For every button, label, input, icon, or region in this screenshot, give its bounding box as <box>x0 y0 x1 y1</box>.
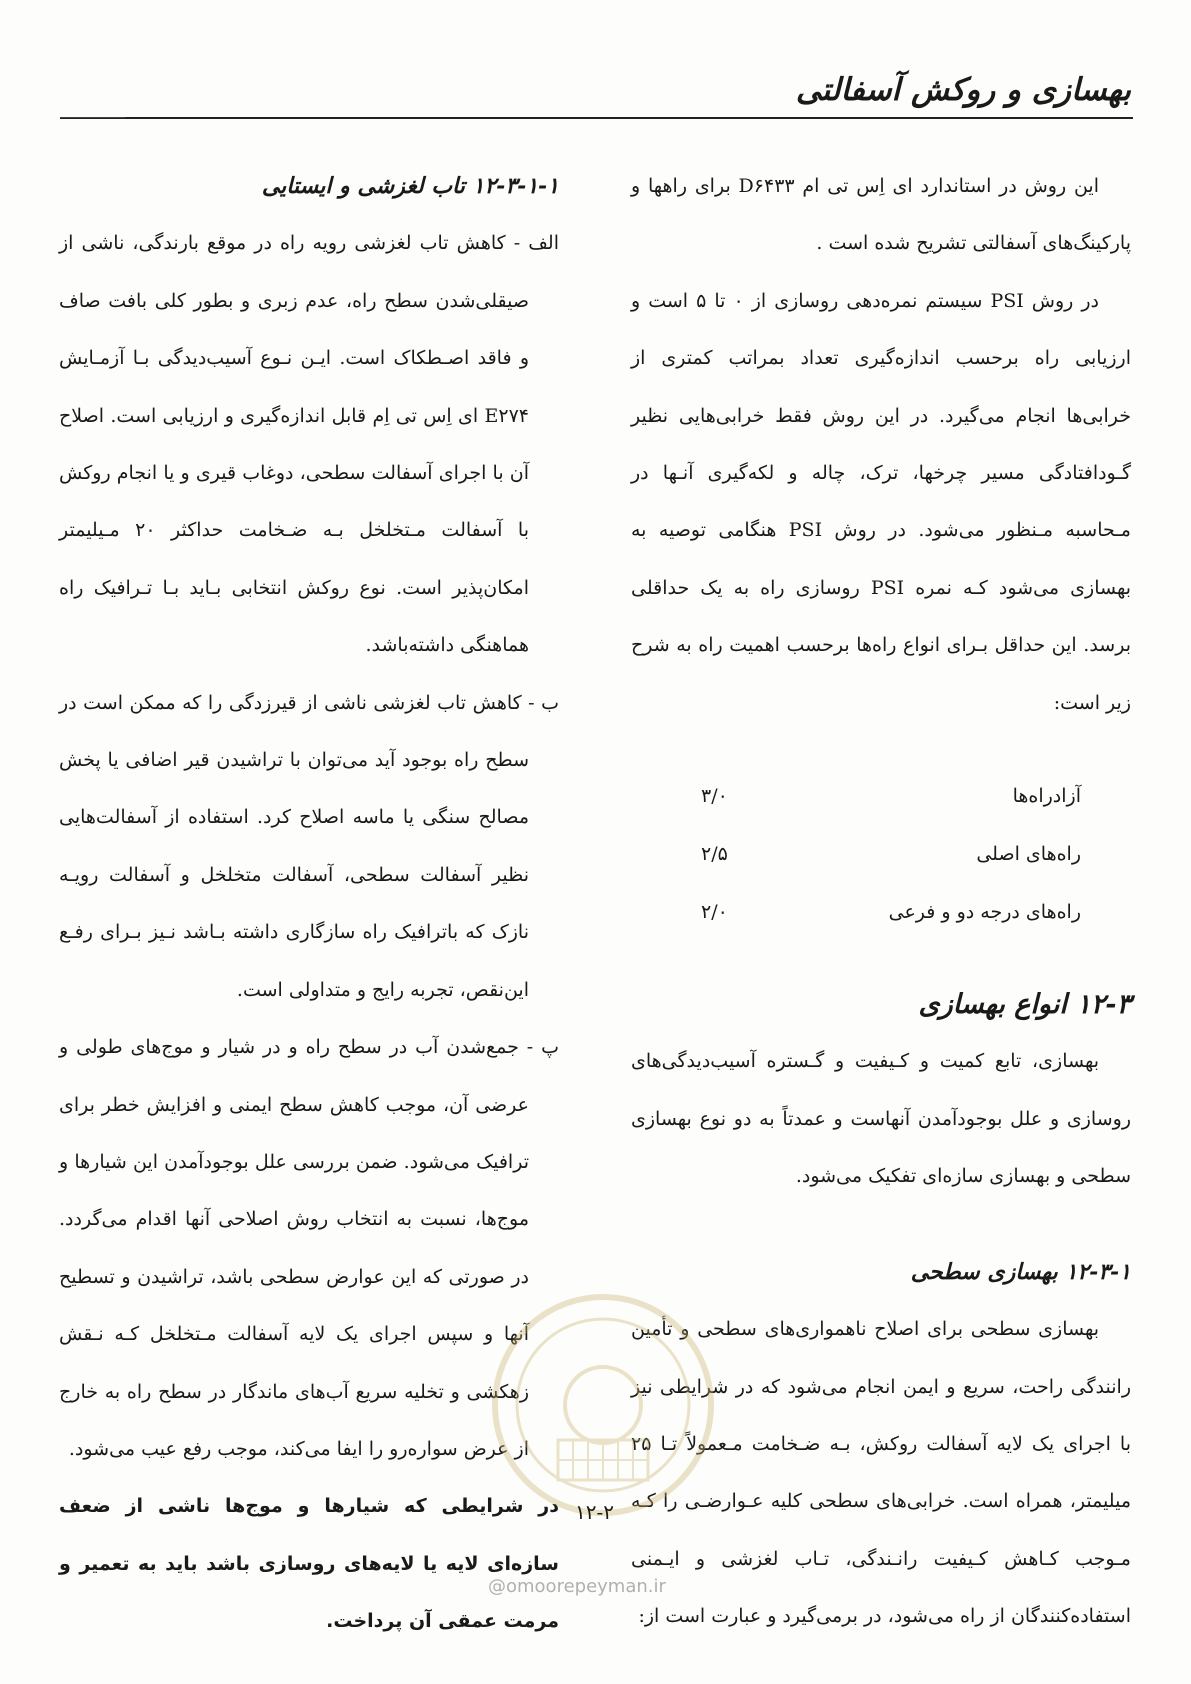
header-rule-stub <box>60 117 125 118</box>
page-header-title: بهسازی و روکش آسفالتی <box>795 72 1131 108</box>
table-row-label: راه‌های درجه دو و فرعی <box>888 901 1081 924</box>
table-row <box>631 768 1131 826</box>
table-row-value: ۲/۰ <box>701 901 728 924</box>
subsubsection-heading: ۱۲-۳-۱-۱ تاب لغزشی و ایستایی <box>261 173 559 199</box>
table-row <box>631 884 1131 942</box>
table-row-value: ۲/۵ <box>701 843 728 866</box>
table-row-label: آزادراه‌ها <box>1012 785 1081 808</box>
paragraph-psi: در روش PSI سیستم نمره‌دهی روسازی از ۰ تا ۵ است و ارزیابی راه برحسب اندازه‌گیری تعداد بمراتب کمتری از خرابی‌ها انجام می‌گیرد. در این روش فقط خرابی‌هایی نظیر گـودافتادگی مسیر چرخها، ترک، چاله و لکه‌گیری آنـها در مـحاسبه مـنظور می‌شود. در روش PSI هنگامی توصیه به بهسازی می‌شود کـه نمره PSI روسازی راه به یک حداقلی برسد. این حداقل بـرای انواع راه‌ها برحسب اهمیت راه به شرح زیر است: <box>631 289 1131 714</box>
list-item-alef: الف - کاهش تاب لغزشی رویه راه در موقع بارندگی، ناشی از صیقلی‌شدن سطح راه، عدم زبری و بطور کلی بافت صاف و فاقد اصـطکاک است. ایـن نـوع آسیب‌دیدگی بـا آزمـایش E۲۷۴ ای اِس تی اِم قابل اندازه‌گیری و ارزیابی است. اصلاح آن با اجرای آسفالت سطحی، دوغاب قیری و یا انجام روکش با آسفالت مـتخلخل بـه ضـخامت حداکثر ۲۰ مـیلیمتر امکان‌پذیر است. نوع روکش انتخابی بـاید بـا تـرافیک راه هماهنگی داشته‌باشد. <box>59 232 559 657</box>
table-row-label: راه‌های اصلی <box>976 843 1081 866</box>
paragraph-surface: بهسازی سطحی برای اصلاح ناهمواری‌های سطحی و تأمین رانندگی راحت، سریع و ایمن انجام می‌شود که در شرایطی نیز با اجرای یک لایه آسفالت روکش، بـه ضـخامت مـعمولاً تـا ۲۵ میلیمتر، همراه است. خرابی‌های سطحی کلیه عـوارضـی را کـه مـوجب کـاهش کـیفیت رانـندگی، تـاب لغزشی و ایـمنی استفاده‌کنندگان از راه می‌شود، در برمی‌گیرد و عبارت است از: <box>631 1318 1131 1628</box>
psi-minimum-table <box>631 768 1131 942</box>
section-heading: ۱۲-۳ انواع بهسازی <box>918 989 1131 1021</box>
table-row <box>631 826 1131 884</box>
list-item-be: ب - کاهش تاب لغزشی ناشی از قیرزدگی را که ممکن است در سطح راه بوجود آید می‌توان با تراشیدن قیر اضافی یا پخش مصالح سنگی یا ماسه اصلاح کرد. استفاده از آسفالت‌هایی نظیر آسفالت سطحی، آسفالت متخلخل و آسفالت رویـه نازک که باترافیک راه سازگاری داشته بـاشد نـیز بـرای رفـع این‌نقص، تجربه رایج و متداولی است. <box>59 691 559 1001</box>
watermark-url: @omoorepeyman.ir <box>488 1576 666 1597</box>
list-item-pe: پ - جمع‌شدن آب در سطح راه و در شیار و موج‌های طولی و عرضی آن، موجب کاهش سطح ایمنی و افزایش خطر برای ترافیک می‌شود. ضمن بررسی علل بوجودآمدن این شیارها و موج‌ها، نسبت به انتخاب روش اصلاحی آنها اقدام می‌گردد. در صورتی که این عوارض سطحی باشد، تراشیدن و تسطیح آنها و سپس اجرای یک لایه آسفالت مـتخلخل کـه نـقش زهکشی و تخلیه سریع آب‌های ماندگار در سطح راه به خارج از عرض سواره‌رو را ایفا می‌کند، موجب رفع عیب می‌شود. <box>59 1036 559 1460</box>
paragraph-astm: این روش در استاندارد ای اِس تی ام D۶۴۳۳ برای راهها و پارکینگ‌های آسفالتی تشریح شده است . <box>631 175 1131 255</box>
table-row-value: ۳/۰ <box>701 785 728 808</box>
left-column <box>59 158 559 1651</box>
subsection-heading: ۱۲-۳-۱ بهسازی سطحی <box>910 1258 1131 1285</box>
page-number: ۱۲-۲ <box>575 1500 614 1524</box>
header-rule <box>60 117 1133 119</box>
paragraph-types: بهسازی، تابع کمیت و کـیفیت و گـستره آسیب‌دیدگی‌های روسازی و علل بوجودآمدن آنهاست و عمدتاً به دو نوع بهسازی سطحی و بهسازی سازه‌ای تفکیک می‌شود. <box>631 1050 1131 1188</box>
watermark-stamp-icon <box>488 1290 718 1520</box>
bold-paragraph: در شرایطی که شیارها و موج‌ها ناشی از ضعف سازه‌ای لایه یا لایه‌های روسازی باشد باید به تعمیر و مرمت عمقی آن پرداخت. <box>59 1495 559 1633</box>
